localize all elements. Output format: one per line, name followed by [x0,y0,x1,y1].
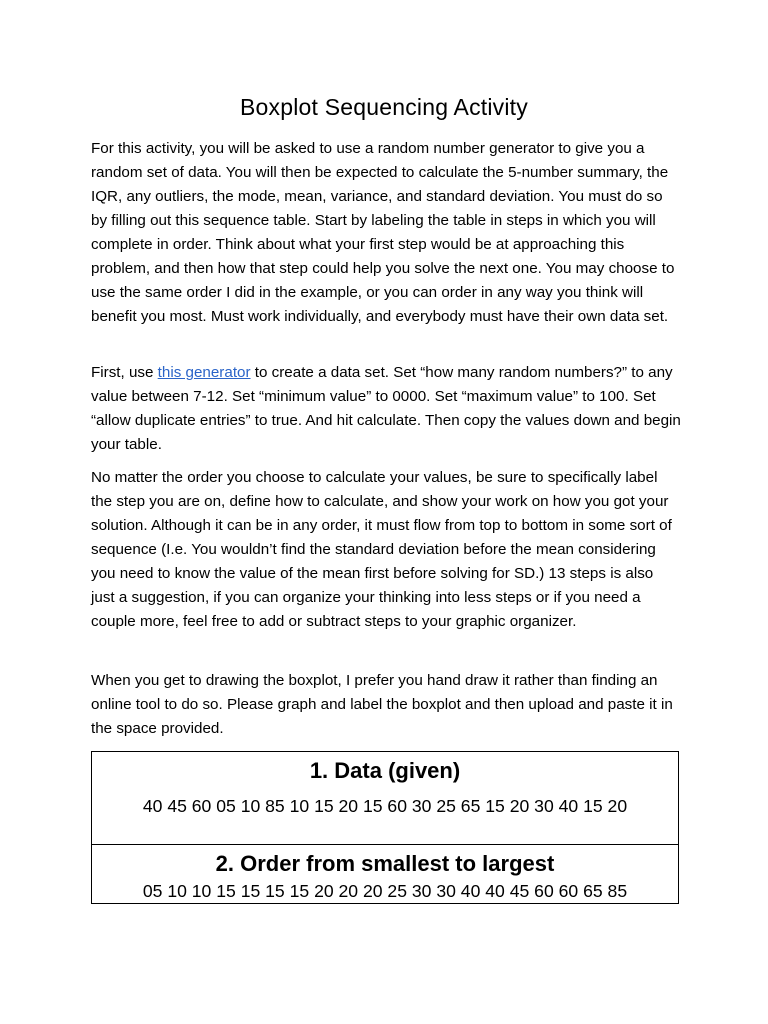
instructions-text-after-link: to create a data set. Set “how many random numbers?” to any value between 7-12. Set “minimum value” to 0000. Set “maximum value” to 100. Set “allow duplicate entries” to true. And hit calculate. Then copy the values down and begin your table. [91,364,681,453]
step-values: 05 10 10 15 15 15 15 20 20 20 25 30 30 40 40 45 60 60 65 85 [142,881,628,901]
order-note-paragraph: No matter the order you choose to calculate your values, be sure to specifically label the step you are on, define how to calculate, and show your work on how you got your solution. Although it can be in any order, it must flow from top to bottom in some sort of sequence (I.e. You wouldn’t find the standard deviation before the mean considering you need to know the value of the mean first before solving for SD.) 13 steps is also just a suggestion, if you can organize your thinking into less steps or if you need a couple more, feel free to add or subtract steps to your graphic organizer. [91,469,672,630]
document-title: Boxplot Sequencing Activity [240,94,528,120]
step-values: 40 45 60 05 10 85 10 15 20 15 60 30 25 65 15 20 30 40 15 20 [142,796,628,816]
instructions-text-before-link: First, use [91,364,158,381]
step-heading: 1. Data (given) [309,758,461,783]
step-cell-data-given [92,752,679,845]
table-row [92,845,679,904]
generator-link[interactable]: this generator [157,364,251,381]
boxplot-note-paragraph: When you get to drawing the boxplot, I prefer you hand draw it rather than finding an online tool to do so. Please graph and label the boxplot and then upload and paste it in the space provided. [91,672,673,737]
step-cell-ordered [92,845,679,904]
table-row [92,752,679,845]
instructions-paragraph [91,361,681,457]
sequence-table [91,751,679,904]
step-heading: 2. Order from smallest to largest [215,851,555,876]
intro-paragraph: For this activity, you will be asked to use a random number generator to give you a random set of data. You will then be expected to calculate the 5-number summary, the IQR, any outliers, the mode, mean, variance, and standard deviation. You must do so by filling out this sequence table. Start by labeling the table in steps in which you will complete in order. Think about what your first step would be at approaching this problem, and then how that step could help you solve the next one. You may choose to use the same order I did in the example, or you can order in any way you think will benefit you most. Must work individually, and everybody must have their own data set. [91,140,675,325]
